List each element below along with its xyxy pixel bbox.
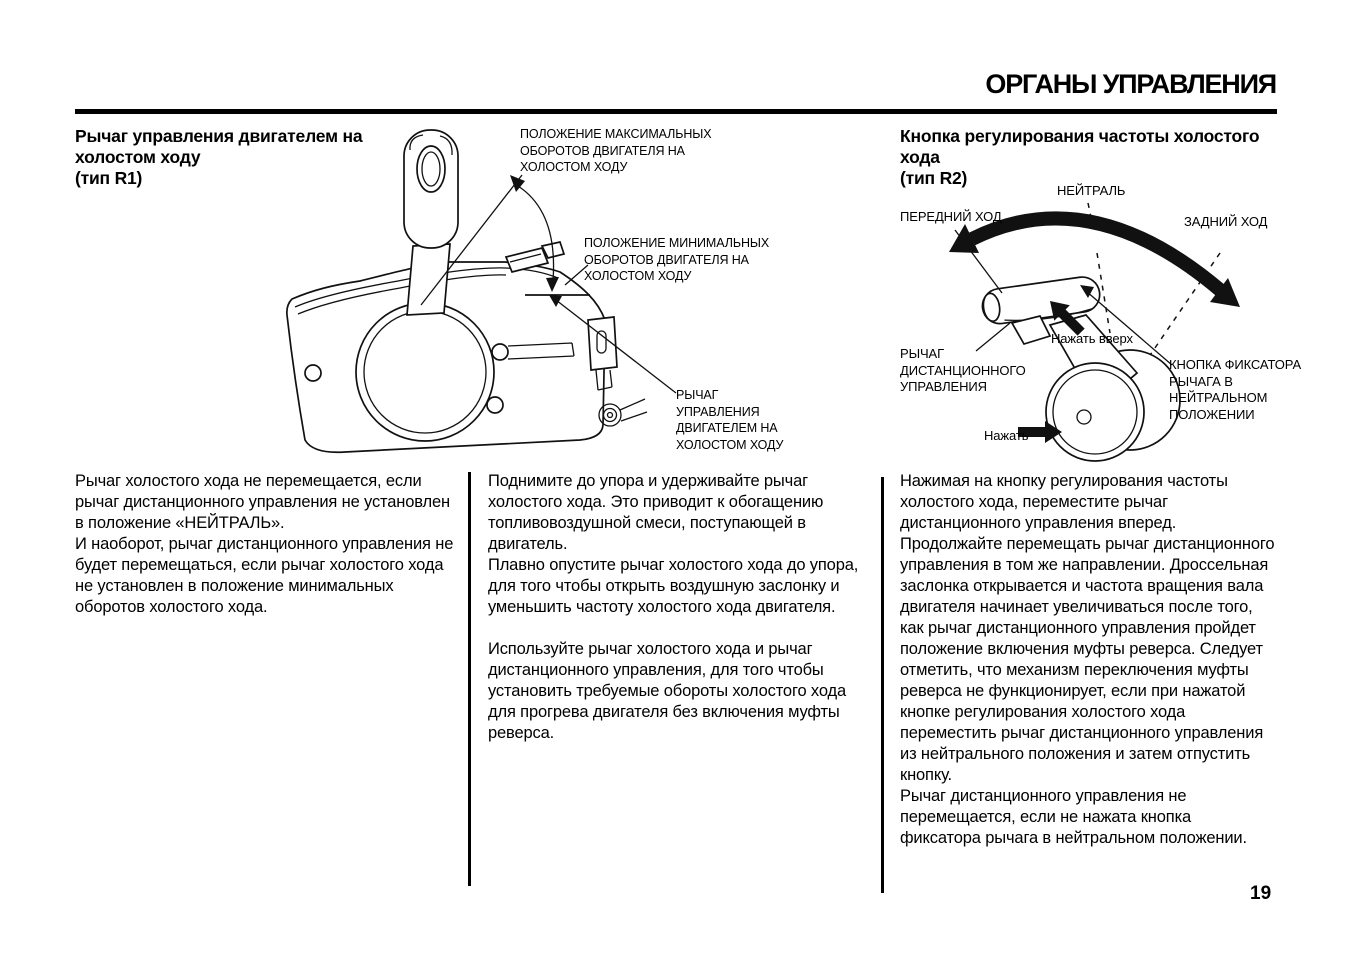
heading-idle-lever-text: Рычаг управления двигателем на холостом ходу <box>75 126 363 167</box>
body-column-middle <box>488 471 866 744</box>
label-push-up: Нажать вверх <box>1051 331 1133 346</box>
callout-min-idle-position: ПОЛОЖЕНИЕ МИНИМАЛЬНЫХ ОБОРОТОВ ДВИГАТЕЛЯ НА ХОЛОСТОМ ХОДУ <box>584 236 770 283</box>
page-title: ОРГАНЫ УПРАВЛЕНИЯ <box>985 69 1276 99</box>
column-divider-left <box>468 472 471 886</box>
paragraph: Рычаг дистанционного управления не перемещается, если не нажата кнопка фиксатора рычага в нейтральном положении. <box>900 787 1247 847</box>
title-rule <box>75 109 1277 114</box>
paragraph: Нажимая на кнопку регулирования частоты холостого хода, переместите рычаг дистанционного управления вперед. Продолжайте перемещать рычаг дистанционного управления в том же направлении. Дроссельная заслонка открывается и частота вращения вала двигателя начинает увеличиваться после того, как рычаг дистанционного управления пройдет положение включения муфты реверса. Следует отметить, что механизм переключения муфты реверса не функционирует, если при нажатой кнопке регулирования холостого хода переместить рычаг дистанционного управления из нейтрального положения и затем отпустить кнопку. <box>900 472 1275 784</box>
heading-idle-adjust-text: Кнопка регулирования частоты холостого хода <box>900 126 1260 167</box>
body-column-right <box>900 471 1276 849</box>
paragraph: Используйте рычаг холостого хода и рычаг дистанционного управления, для того чтобы установить требуемые обороты холостого хода для прогрева двигателя без включения муфты реверса. <box>488 640 847 742</box>
body-column-left <box>75 471 461 618</box>
paragraph: Поднимите до упора и удерживайте рычаг холостого хода. Это приводит к обогащению топливовоздушной смеси, поступающей в двигатель. <box>488 472 824 553</box>
heading-r2-type: (тип R2) <box>900 168 968 188</box>
heading-r1-type: (тип R1) <box>75 168 143 188</box>
callout-idle-lever: РЫЧАГ УПРАВЛЕНИЯ ДВИГАТЕЛЕМ НА ХОЛОСТОМ ХОДУ <box>676 388 784 452</box>
paragraph: И наоборот, рычаг дистанционного управления не будет перемещаться, если рычаг холостого хода не установлен в положение минимальных оборотов холостого хода. <box>75 535 454 616</box>
paragraph: Рычаг холостого хода не перемещается, если рычаг дистанционного управления не установлен в положение «НЕЙТРАЛЬ». <box>75 472 450 532</box>
column-divider-right <box>881 477 884 893</box>
label-neutral: НЕЙТРАЛЬ <box>1057 183 1126 198</box>
label-neutral-lock-button: КНОПКА ФИКСАТОРА РЫЧАГА В НЕЙТРАЛЬНОМ ПОЛОЖЕНИИ <box>1169 357 1302 422</box>
paragraph: Плавно опустите рычаг холостого хода до упора, для того чтобы открыть воздушную заслонку и уменьшить частоту холостого хода двигателя. <box>488 556 859 616</box>
page-number: 19 <box>1250 883 1272 904</box>
label-push: Нажать <box>984 428 1029 443</box>
label-remote-lever: РЫЧАГ ДИСТАНЦИОННОГО УПРАВЛЕНИЯ <box>900 346 1026 394</box>
label-reverse: ЗАДНИЙ ХОД <box>1184 214 1268 229</box>
label-forward: ПЕРЕДНИЙ ХОД <box>900 209 1002 224</box>
callout-max-idle-position: ПОЛОЖЕНИЕ МАКСИМАЛЬНЫХ ОБОРОТОВ ДВИГАТЕЛЯ НА ХОЛОСТОМ ХОДУ <box>520 127 712 174</box>
